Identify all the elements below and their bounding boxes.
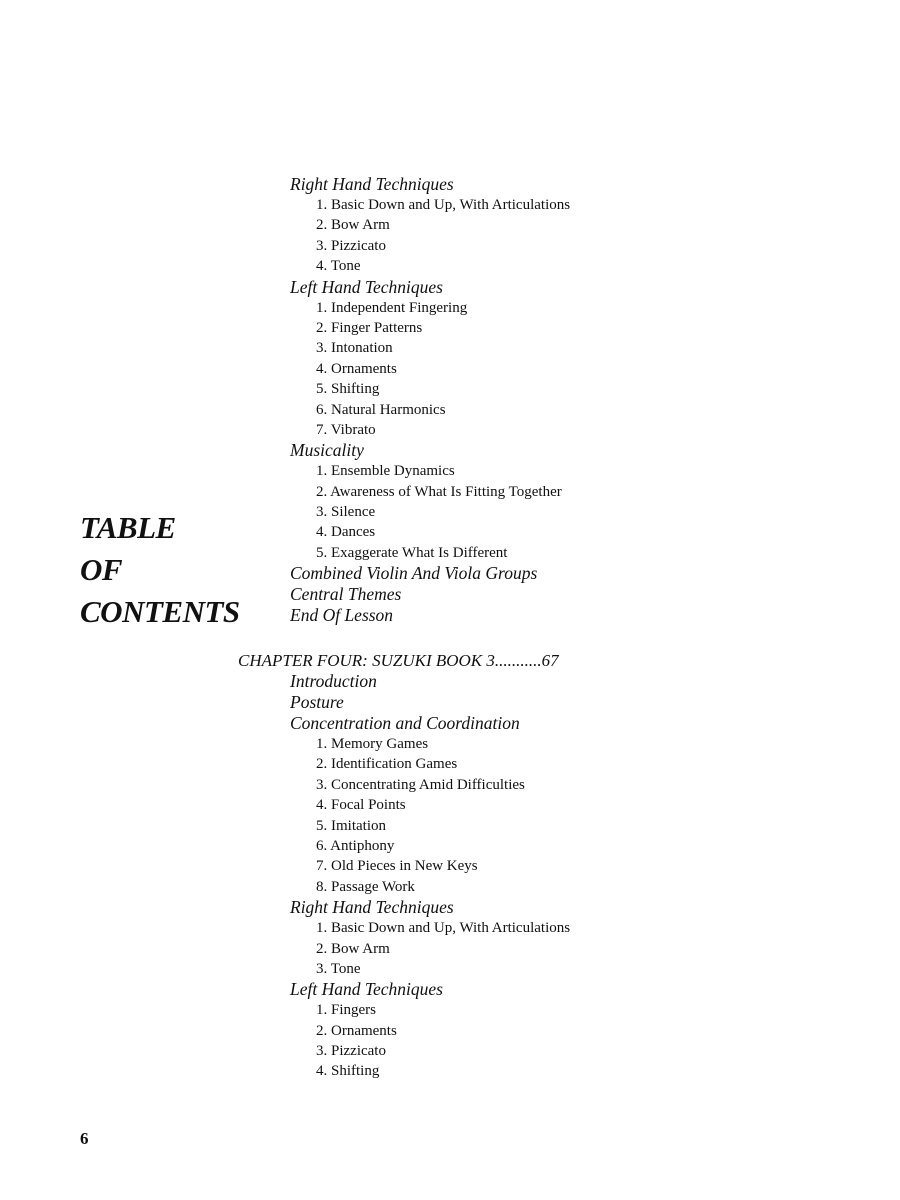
toc-section-title[interactable]: Combined Violin And Viola Groups <box>290 563 538 584</box>
toc-section-title[interactable]: Right Hand Techniques <box>290 897 454 918</box>
chapter-heading[interactable] <box>238 650 559 672</box>
toc-section-title[interactable]: Left Hand Techniques <box>290 979 443 1000</box>
toc-heading-line: CONTENTS <box>80 594 240 629</box>
toc-item[interactable]: 3. Intonation <box>316 340 393 357</box>
toc-item[interactable]: 4. Dances <box>316 524 376 541</box>
toc-lower-list <box>290 671 570 1082</box>
toc-item[interactable]: 6. Antiphony <box>316 837 395 854</box>
toc-heading <box>80 507 240 633</box>
toc-item[interactable]: 5. Shifting <box>316 381 380 398</box>
toc-item[interactable]: 1. Independent Fingering <box>316 299 468 316</box>
toc-section-title[interactable]: Musicality <box>290 440 364 461</box>
toc-upper-list <box>290 174 570 626</box>
toc-item[interactable]: 1. Basic Down and Up, With Articulations <box>316 197 571 213</box>
page-number: 6 <box>80 1129 89 1148</box>
toc-item[interactable]: 3. Concentrating Amid Difficulties <box>316 776 525 793</box>
toc-item[interactable]: 4. Focal Points <box>316 797 406 814</box>
toc-section-title[interactable]: Introduction <box>290 671 377 691</box>
toc-heading-line: TABLE <box>80 510 176 545</box>
toc-section-title[interactable]: Concentration and Coordination <box>290 713 520 733</box>
chapter-leader: ........... <box>494 651 542 670</box>
toc-item[interactable]: 2. Finger Patterns <box>316 319 423 336</box>
toc-item[interactable]: 1. Basic Down and Up, With Articulations <box>316 920 571 937</box>
toc-section-title[interactable]: End Of Lesson <box>290 605 394 626</box>
toc-item[interactable]: 3. Silence <box>316 504 376 521</box>
toc-item[interactable]: 5. Imitation <box>316 817 386 834</box>
toc-item[interactable]: 1. Ensemble Dynamics <box>316 463 455 480</box>
toc-item[interactable]: 8. Passage Work <box>316 878 415 895</box>
toc-item[interactable]: 2. Ornaments <box>316 1022 397 1039</box>
toc-item[interactable]: 3. Pizzicato <box>316 237 386 254</box>
toc-heading-line: OF <box>80 552 123 587</box>
toc-item[interactable]: 2. Identification Games <box>316 756 458 773</box>
toc-item[interactable]: 7. Old Pieces in New Keys <box>316 858 478 875</box>
toc-item[interactable]: 2. Bow Arm <box>316 940 390 957</box>
chapter-page-number: 67 <box>541 651 559 670</box>
toc-section-title[interactable]: Left Hand Techniques <box>290 276 443 297</box>
toc-item[interactable]: 7. Vibrato <box>316 421 376 438</box>
toc-item[interactable]: 1. Fingers <box>316 1002 376 1019</box>
toc-section-title[interactable]: Posture <box>290 692 344 712</box>
toc-section-title[interactable]: Central Themes <box>290 584 402 605</box>
toc-item[interactable]: 3. Tone <box>316 960 361 977</box>
toc-item[interactable]: 4. Ornaments <box>316 360 397 377</box>
toc-item[interactable]: 2. Bow Arm <box>316 217 390 234</box>
toc-item[interactable]: 5. Exaggerate What Is Different <box>316 544 508 561</box>
toc-section-title[interactable]: Right Hand Techniques <box>290 174 454 194</box>
toc-item[interactable]: 4. Tone <box>316 258 361 275</box>
toc-item[interactable]: 3. Pizzicato <box>316 1043 386 1060</box>
chapter-title: CHAPTER FOUR: SUZUKI BOOK 3 <box>238 651 495 670</box>
toc-item[interactable]: 2. Awareness of What Is Fitting Together <box>316 483 562 500</box>
toc-item[interactable]: 6. Natural Harmonics <box>316 401 446 418</box>
toc-item[interactable]: 4. Shifting <box>316 1063 380 1080</box>
toc-item[interactable]: 1. Memory Games <box>316 736 429 752</box>
